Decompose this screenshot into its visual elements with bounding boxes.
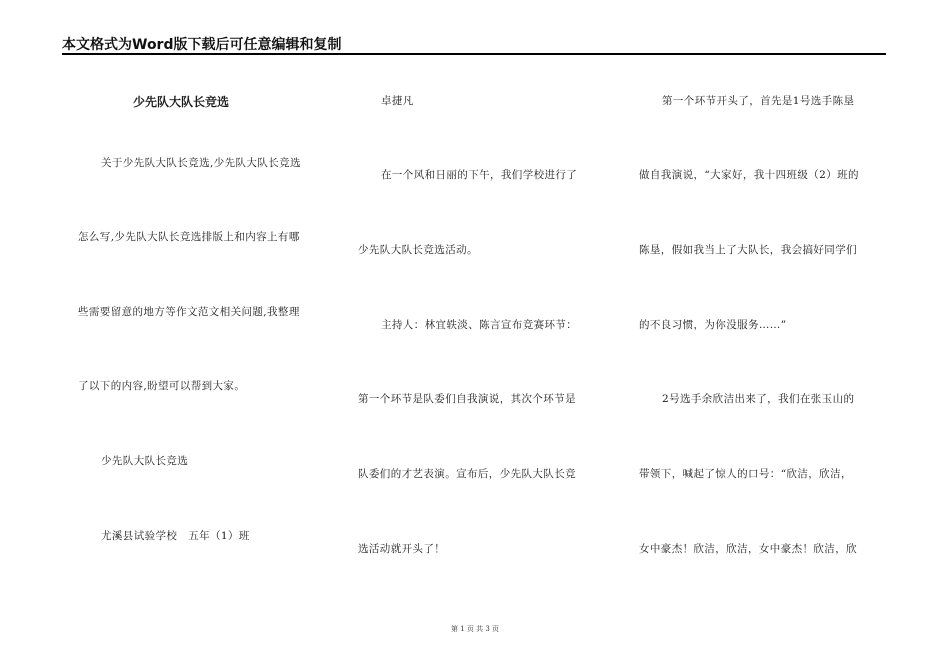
column-1-line-1: 关于少先队大队长竞选,少先队大队长竞选	[101, 157, 301, 169]
column-2-line-2: 在一个风和日丽的下午，我们学校进行了	[381, 169, 578, 181]
column-1-line-6: 尤溪县试验学校 五年（1）班	[101, 530, 250, 542]
column-2-line-4: 主持人：林宜轶淡、陈言宣布竞赛环节：	[381, 319, 578, 331]
column-3-line-2: 做自我演说，“大家好，我十四班级（2）班的	[639, 169, 859, 181]
column-2-line-5: 第一个环节是队委们自我演说，其次个环节是	[358, 393, 576, 405]
column-3-line-3: 陈垦，假如我当上了大队长，我会搞好同学们	[639, 244, 857, 256]
column-3-line-5: 2号选手余欣洁出来了，我们在张玉山的	[662, 393, 855, 405]
column-3-line-4: 的不良习惯，为你没服务……”	[639, 319, 787, 331]
column-1-line-5: 少先队大队长竞选	[101, 455, 189, 467]
page-number: 第 1 页 共 3 页	[450, 625, 500, 633]
document-header-notice: 本文格式为Word版下载后可任意编辑和复制	[62, 37, 342, 53]
column-2-line-6: 队委们的才艺表演。宣布后，少先队大队长竞	[358, 468, 576, 480]
column-2-line-7: 选活动就开头了！	[358, 543, 446, 555]
column-1-line-4: 了以下的内容,盼望可以帮到大家。	[78, 380, 246, 392]
column-3-line-7: 女中豪杰！欣洁，欣洁，女中豪杰！欣洁，欣	[639, 543, 857, 555]
column-3-line-6: 带领下，喊起了惊人的口号：“欣洁，欣洁，	[639, 468, 852, 480]
page-title: 少先队大队长竞选	[133, 95, 230, 109]
column-2-line-1: 卓捷凡	[381, 95, 414, 107]
header-divider	[62, 53, 886, 55]
column-2-line-3: 少先队大队长竞选活动。	[358, 244, 478, 256]
column-1-line-2: 怎么写,少先队大队长竞选排版上和内容上有哪	[78, 231, 300, 243]
column-3-line-1: 第一个环节开头了，首先是1号选手陈垦	[662, 95, 855, 107]
column-1-line-3: 些需要留意的地方等作文范文相关问题,我整理	[78, 306, 300, 318]
